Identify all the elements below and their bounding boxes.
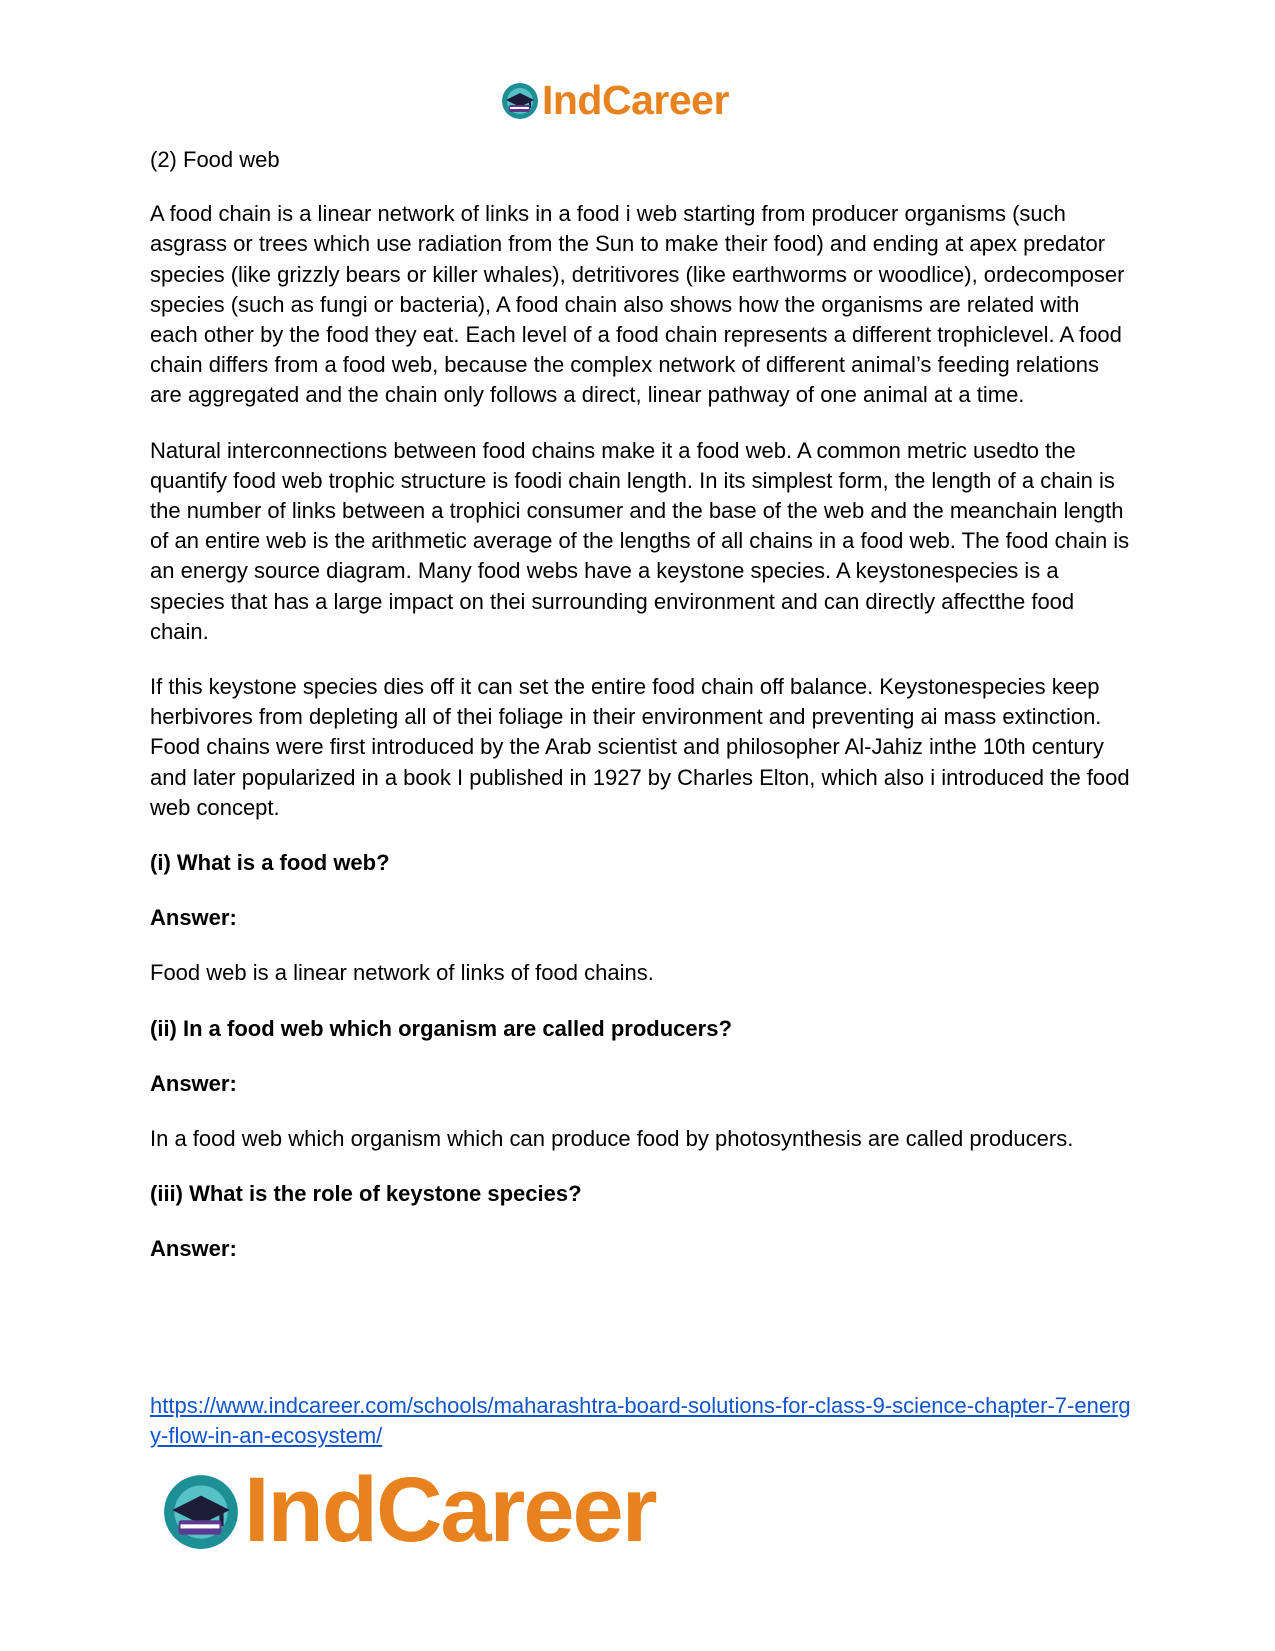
section-heading: (2) Food web <box>150 147 280 172</box>
graduation-cap-book-globe-icon <box>160 1469 242 1551</box>
answer-label-1: Answer: <box>150 905 237 931</box>
answer-1: Food web is a linear network of links of food chains. <box>150 960 654 986</box>
question-1: (i) What is a food web? <box>150 850 390 876</box>
paragraph-food-chain: A food chain is a linear network of links in a food i web starting from producer organisms (such asgrass or trees which use radiation from the Sun to make their food) and ending at apex predator species (like grizzly bears or killer whales), detritivores (like earthworms or woodlice), ordecomposer species (such as fungi or bacteria), A food chain also shows how the organisms are related with each other by the food they eat. Each level of a food chain represents a different trophiclevel. A food chain differs from a food web, because the complex network of different animal’s feeding relations are aggregated and the chain only follows a direct, linear pathway of one animal at a time. <box>150 201 1125 408</box>
answer-label-3: Answer: <box>150 1236 237 1262</box>
paragraph-keystone: If this keystone species dies off it can set the entire food chain off balance. Keystonespecies keep herbivores from depleting all of thei foliage in their environment and preventing ai mass extinction. Food chains were first introduced by the Arab scientist and philosopher Al-Jahiz inthe 10th century and later popularized in a book I published in 1927 by Charles Elton, which also i introduced the food web concept. <box>150 674 1130 820</box>
graduation-cap-book-globe-icon <box>500 80 540 120</box>
source-url-link[interactable]: https://www.indcareer.com/schools/maharashtra-board-solutions-for-class-9-science-chapter-7-energy-flow-in-an-ecosystem/ <box>150 1393 1131 1449</box>
question-2: (ii) In a food web which organism are called producers? <box>150 1015 732 1041</box>
answer-2: In a food web which organism which can produce food by photosynthesis are called producers. <box>150 1126 1074 1152</box>
question-3: (iii) What is the role of keystone species? <box>150 1181 582 1207</box>
header-logo <box>500 78 729 122</box>
answer-label-2: Answer: <box>150 1070 237 1096</box>
footer-logo <box>160 1459 656 1561</box>
logo-wordmark: IndCareer <box>244 1459 656 1561</box>
paragraph-food-web: Natural interconnections between food chains make it a food web. A common metric usedto the quantify food web trophic structure is foodi chain length. In its simplest form, the length of a chain is the number of links between a trophici consumer and the base of the web and the meanchain length of an entire web is the arithmetic average of the lengths of all chains in a food web. The food chain is an energy source diagram. Many food webs have a keystone species. A keystonespecies is a species that has a large impact on thei surrounding environment and can directly affectthe food chain. <box>150 437 1130 644</box>
logo-wordmark: IndCareer <box>542 77 729 123</box>
document-body <box>150 145 1130 1290</box>
